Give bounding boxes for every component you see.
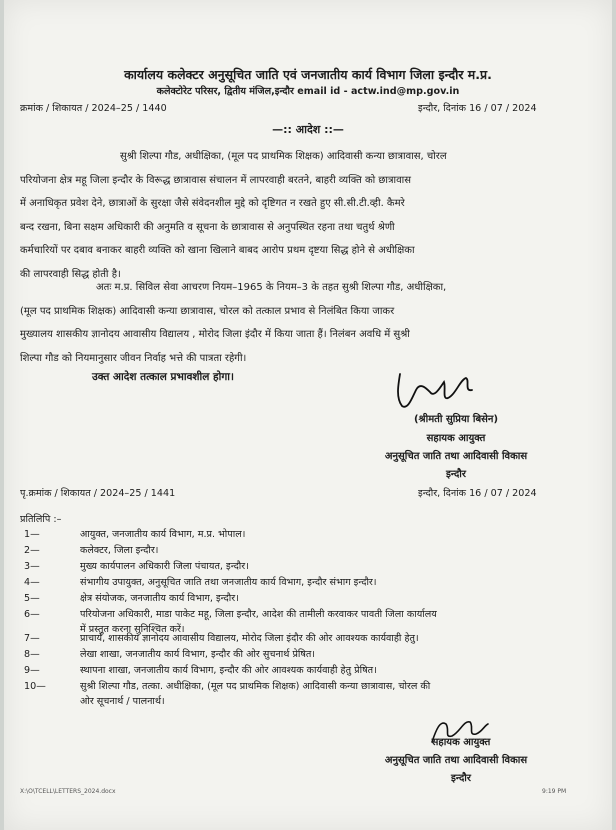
copy-item-text: कलेक्टर, जिला इन्दौर। bbox=[80, 545, 159, 556]
signer-place-2: इन्दौर bbox=[451, 773, 471, 784]
copy-item-number: 8— bbox=[24, 649, 40, 660]
effect-line: उक्त आदेश तत्काल प्रभावशील होगा। bbox=[92, 371, 234, 383]
paragraph-line: सुश्री शिल्पा गौड, अधीक्षिका, (मूल पद प्राथमिक शिक्षक) आदिवासी कन्या छात्रावास, चोरल bbox=[120, 151, 447, 162]
copy-item-text: क्षेत्र संयोजक, जनजातीय कार्य विभाग, इन्दौर। bbox=[80, 593, 239, 604]
signer-place: इन्दौर bbox=[446, 469, 466, 480]
file-path: X:\O\TCELL\LETTERS_2024.docx bbox=[20, 788, 116, 795]
signer-department-2: अनुसूचित जाति तथा आदिवासी विकास bbox=[384, 755, 528, 766]
order-date: इन्दौर, दिनांक 16 / 07 / 2024 bbox=[418, 103, 537, 114]
copy-item-number: 4— bbox=[24, 577, 40, 588]
copy-item-number: 5— bbox=[24, 593, 40, 604]
print-time: 9:19 PM bbox=[542, 788, 567, 795]
order-paragraph-2 bbox=[20, 276, 576, 370]
order-heading: —:: आदेश ::— bbox=[272, 123, 344, 136]
copy-item-number: 1— bbox=[24, 529, 40, 540]
copy-item-text: सुश्री शिल्पा गौड, तत्का. अधीक्षिका, (मूल पद प्राथमिक शिक्षक) आदिवासी कन्या छात्रावास, चोरल की bbox=[80, 681, 431, 692]
endorsement-date: इन्दौर, दिनांक 16 / 07 / 2024 bbox=[418, 488, 537, 499]
signer-designation-2: सहायक आयुक्त bbox=[431, 737, 491, 748]
copy-item-text-continued: में प्रस्तुत करना सुनिश्चित करें। bbox=[80, 624, 185, 635]
copy-item-number: 2— bbox=[24, 545, 40, 556]
paragraph-line: अतः म.प्र. सिविल सेवा आचरण नियम–1965 के नियम–3 के तहत सुश्री शिल्पा गौड, अधीक्षिका, bbox=[96, 282, 447, 293]
copy-item bbox=[4, 576, 612, 592]
signer-name: (श्रीमती सुप्रिया बिसेन) bbox=[413, 414, 499, 425]
office-title: कार्यालय कलेक्टर अनुसूचित जाति एवं जनजातीय कार्य विभाग जिला इन्दौर म.प्र. bbox=[124, 67, 492, 82]
copy-item-text: प्राचार्य, शासकीय ज्ञानोदय आवासीय विद्यालय, मोरोद जिला इंदौर की ओर आवश्यक कार्यवाही हेतु। bbox=[80, 633, 419, 644]
copy-item bbox=[4, 648, 612, 664]
copy-item-number: 9— bbox=[24, 665, 40, 676]
copy-item bbox=[4, 560, 612, 576]
copy-item bbox=[4, 680, 612, 710]
copy-item bbox=[4, 592, 612, 608]
copy-item-text: लेखा शाखा, जनजातीय कार्य विभाग, इन्दौर की ओर सुचनार्थ प्रेषित। bbox=[80, 649, 316, 660]
copy-item-text: परियोजना अधिकारी, माडा पाकेट महू, जिला इन्दौर, आदेश की तामीली करवाकर पावती जिला कार्यालय bbox=[80, 609, 437, 620]
copy-item-number: 3— bbox=[24, 561, 40, 572]
signer-department: अनुसूचित जाति तथा आदिवासी विकास bbox=[384, 451, 528, 462]
copy-to-label: प्रतिलिपि :– bbox=[20, 514, 62, 525]
copy-item-number: 10— bbox=[24, 681, 46, 692]
order-paragraph-1 bbox=[20, 145, 576, 286]
copy-item bbox=[4, 528, 612, 544]
paragraph-line: शिल्पा गौड को नियमानुसार जीवन निर्वाह भत्ते की पात्रता रहेगी। bbox=[20, 352, 247, 364]
paragraph-line: की लापरवाही सिद्ध होती है। bbox=[20, 268, 121, 280]
copy-item bbox=[4, 664, 612, 680]
order-reference: क्रमांक / शिकायत / 2024–25 / 1440 bbox=[20, 103, 167, 114]
copy-item-text: आयुक्त, जनजातीय कार्य विभाग, म.प्र. भोपाल। bbox=[80, 529, 246, 540]
copy-item-text-continued: ओर सूचनार्थ / पालनार्थ। bbox=[80, 696, 165, 707]
paragraph-line: में अनाधिकृत प्रवेश देने, छात्राओं के सुरक्षा जैसे संवेदनशील मुद्दे को दृष्टिगत न रखते हुए सी.सी.टी.व्ही. कैमरे bbox=[20, 198, 405, 209]
copy-item-number: 6— bbox=[24, 609, 40, 620]
paragraph-line: परियोजना क्षेत्र महू जिला इन्दौर के विरूद्ध छात्रावास संचालन में लापरवाही बरतने, बाहरी व्यक्ति को छात्रावास bbox=[20, 174, 412, 186]
copy-item-number: 7— bbox=[24, 633, 40, 644]
signer-designation: सहायक आयुक्त bbox=[426, 433, 486, 444]
document-page bbox=[4, 0, 612, 830]
copy-item-text: मुख्य कार्यपालन अधिकारी जिला पंचायत, इन्दौर। bbox=[80, 561, 249, 572]
copy-item bbox=[4, 544, 612, 560]
paragraph-line: (मूल पद प्राथमिक शिक्षक) आदिवासी कन्या छात्रावास, चोरल को तत्काल प्रभाव से निलंबित किया जाकर bbox=[20, 305, 395, 317]
copy-item-text: स्थापना शाखा, जनजातीय कार्य विभाग, इन्दौर की ओर आवश्यक कार्यवाही हेतु प्रेषित। bbox=[80, 665, 377, 676]
paragraph-line: कर्मचारियों पर दबाव बनाकर बाहरी व्यक्ति को खाना खिलाने बाबद आरोप प्रथम दृष्टया सिद्ध होने से अधीक्षिका bbox=[20, 245, 415, 256]
paragraph-line: बन्द रखना, बिना सक्षम अधिकारी की अनुमति व सूचना के छात्रावास से अनुपस्थित रहना तथा चतुर्थ श्रेणी bbox=[20, 221, 395, 233]
copy-item-text: संभागीय उपायुक्त, अनुसूचित जाति तथा जनजातीय कार्य विभाग, इन्दौर संभाग इन्दौर। bbox=[80, 577, 377, 588]
endorsement-reference: पृ.क्रमांक / शिकायत / 2024–25 / 1441 bbox=[20, 488, 176, 499]
handwritten-signature bbox=[386, 368, 486, 412]
office-address: कलेक्टोरेट परिसर, द्वितीय मंजिल,इन्दौर email id - actw.ind@mp.gov.in bbox=[156, 86, 460, 97]
copy-item bbox=[4, 632, 612, 648]
paragraph-line: मुख्यालय शासकीय ज्ञानोदय आवासीय विद्यालय , मोरोद जिला इंदौर में किया जाता हैं। निलंबन अवधि में सुश्री bbox=[20, 329, 410, 340]
